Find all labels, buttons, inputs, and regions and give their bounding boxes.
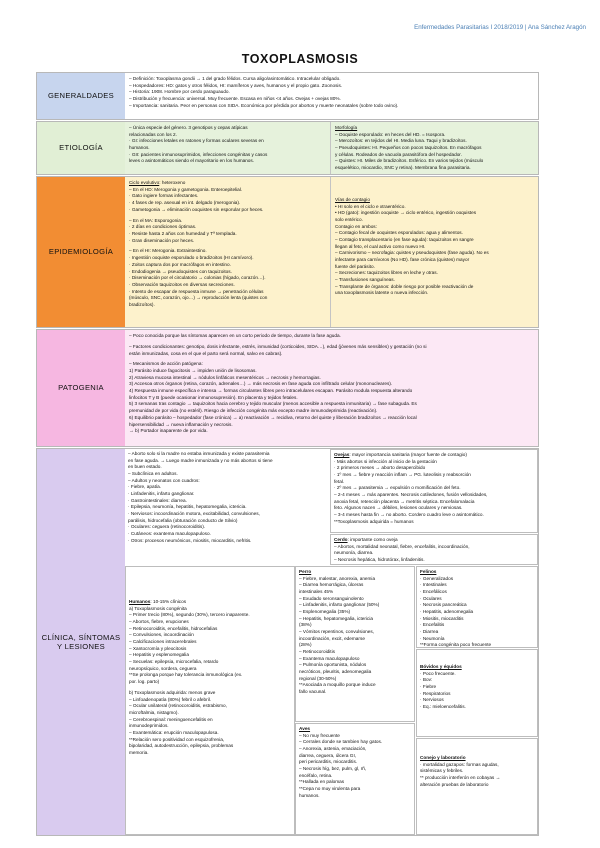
section-patogenia	[36, 329, 539, 447]
text-line: · 4 fases de rep. asexual en int. delgado (merogonia).	[129, 200, 241, 206]
ovejas-list	[334, 459, 534, 526]
text-line: · GII: pacientes inmunosuprimidos, infecciones congénitas y casos	[129, 151, 268, 157]
text-line: · 2 días en condiciones óptimas.	[129, 224, 197, 230]
ciclo-heading-rest: : heteroxeno	[159, 180, 186, 185]
text-line: b) Toxoplasmosis adquirida: menos grave	[129, 689, 216, 695]
ovejas-heading-rest: : mayor importancia sanitaria (mayor fuente de contagio)	[349, 452, 467, 457]
epidemiologia-right	[330, 177, 538, 327]
humanos-list	[129, 606, 291, 757]
text-line: inmunodeprimidos.	[129, 723, 169, 729]
text-line: – Historia: 1908. Hombre por cerdo paraguaudo.	[129, 89, 230, 95]
text-line: · Encefalitis	[420, 622, 445, 628]
text-line: · Eq.: mieloencefalitis.	[420, 704, 466, 710]
morfologia-heading: Morfología	[335, 125, 358, 130]
text-line: · Ingestión ooquiste esporulado o bradizoitos (HI carnívoro).	[129, 255, 254, 261]
conejo-heading: Conejo y laboratorio	[420, 755, 466, 760]
section-etiologia	[36, 121, 539, 175]
text-line: – Cerebroespinal: meningoencefalitis en	[129, 716, 213, 722]
text-line: necróticos, pleuritis, adenomegalia	[299, 669, 372, 675]
text-line: – Xantocromía y pleocitosis	[129, 645, 187, 651]
section-label-generalidades: GENERALDADES	[37, 73, 125, 119]
text-line: · Linfadenitis, infarto ganglionar.	[128, 491, 195, 497]
text-line: · Epilepsia, neumonía, hepatitis, hepatomegalia, ictericia.	[128, 504, 247, 510]
text-line: · Zoitos captura dos por macrófagos en intestino.	[129, 261, 231, 267]
section-clinica	[36, 448, 539, 836]
text-line: – Necrosis híg, bez, pulm, gl, rñ,	[299, 766, 367, 772]
text-line: · GI: infecciones letales en ratones y formas oculares severas en	[129, 138, 264, 144]
text-line: esquelético, miocardio, SNC y retina). Membrana fina parasitaria.	[335, 165, 471, 171]
text-line: · Oculares: ceguera (retinocoroiditis).	[128, 524, 206, 530]
text-line: · Necrosis pancreática	[420, 602, 467, 608]
text-line: · Hepatitis, adenomegalia	[420, 609, 474, 615]
text-line: humanos.	[129, 145, 150, 151]
text-line: están inmunizadas, cosa en el que el parto será normal, salvo en cabras).	[129, 350, 283, 356]
felinos-box	[416, 566, 538, 648]
text-line: – Convulsiones, incoordinación	[129, 632, 194, 638]
section-content-etiologia	[125, 122, 538, 174]
felinos-list	[420, 576, 534, 648]
morfologia-list	[335, 132, 534, 172]
ovejas-heading: Ovejas	[334, 452, 350, 457]
text-line: – Aborto solo si la madre no estaba inmunizada y existe parasitemia	[128, 451, 270, 456]
text-line: · Fiebre	[420, 684, 437, 690]
section-generalidades	[36, 72, 539, 120]
text-line: bipolaridad, autodestrucción, epilepsia, problemas	[129, 743, 234, 749]
text-line: solo entérico.	[335, 217, 363, 223]
text-line: humanos.	[299, 792, 320, 798]
cerdo-heading: Cerdo	[334, 537, 348, 542]
text-line: – Pulmonía oportunista, nódulos	[299, 662, 367, 668]
text-line: (28%)	[299, 642, 312, 648]
section-epidemiologia	[36, 176, 539, 328]
text-line: llegan al feto, el cual activo como nuevo HI.	[335, 243, 426, 249]
text-line: – Hepatitis y esplenomegalia	[129, 652, 189, 658]
text-line: Contagio en ambos:	[335, 223, 377, 229]
text-line: leves o asintomáticos siendo el mayoritario en los humanos.	[129, 158, 255, 164]
clinica-general-list	[128, 451, 327, 544]
text-line: · 1º mes → fiebre y reacción inflam → PG. luteolisis y reabsorción	[334, 472, 471, 478]
text-line: · Resiste hasta 2 años con humedad y Tª templada.	[129, 230, 237, 236]
patogenia-text	[125, 330, 538, 438]
text-line: memoria.	[129, 750, 149, 755]
text-line: linfocitos T y B (puede ocasionar inmunosupresión). En placenta y tejidos fetales.	[129, 394, 298, 400]
text-line: en fase aguda. → Luego madre inmunizada y no más abortos si tiene	[128, 457, 273, 463]
text-line: • HI solo en el ciclo e xtraentérico.	[335, 203, 406, 209]
text-line: – Adultos y neonatos con cuadros:	[128, 477, 200, 483]
text-line: · Diarrea	[420, 629, 439, 635]
text-line: fetal.	[334, 478, 345, 484]
text-line: intestinales 45%	[299, 589, 334, 595]
text-line: – Calcificaciones intracerebrales	[129, 639, 197, 645]
text-line: fuente del parásito.	[335, 263, 375, 269]
text-line: ** producción interferón en cobayas →	[420, 775, 501, 781]
text-line: 2) Atraviesa mucosa intestinal → nódulos linfáticos mesentéricos → necrosis y hemorragias.	[129, 374, 321, 380]
text-line: **Forma congénita poco frecuente	[420, 642, 492, 648]
text-line: · Gato ingiere formas infectantes.	[129, 193, 199, 199]
text-line: – Secreciones: taquizoitos libres en leche y otras.	[335, 270, 438, 276]
text-line: una toxoplasmosis latente o nueva infección.	[335, 290, 429, 296]
text-line: · Endodiogenia → pseudoquistes con taquizoitos.	[129, 268, 232, 274]
text-line: – Transfusiones sanguíneas.	[335, 277, 395, 283]
text-line: – Quistes: HI. Miles de bradizoítos. Esférico. En varios tejidos (músculo	[335, 158, 484, 164]
text-line: – Hospedadores: HD: gatos y otros félidos, HI: mamíferos y aves, humanos y el propio gato. Zoonosis.	[129, 82, 343, 88]
text-line: **Toxoplasmosis adquirida = humanos	[334, 518, 414, 524]
page-title: TOXOPLASMOSIS	[241, 52, 359, 66]
text-line: – Ocular unilateral (retinocoroiditis, estrabismo,	[129, 703, 227, 709]
text-line: · Respiratorios	[420, 690, 451, 696]
text-line: 4) Respuesta inmune específica e intensa → formas circulantes libres pero intracelulares escapan. Parásito modula respuesta alterando	[129, 388, 413, 394]
text-line: • HD (gato): ingestión ooquiste → ciclo entérico, ingestión ooquistes	[335, 210, 477, 216]
running-header: Enfermedades Parasitarias I 2018/2019 | Ana Sánchez Aragón	[414, 24, 586, 31]
section-content-clinica	[125, 449, 538, 835]
text-line: – Exantema maculopapuloso	[299, 655, 360, 661]
text-line: a) Toxoplasmosis congénita	[129, 605, 187, 611]
conejo-box	[416, 738, 538, 835]
text-line: 5) 3 semanas tras contagio → taquizoitos hacia cerebro y tejido muscular (menos accesible a respuesta inmunitaria) → fase subaguda. Es	[129, 401, 417, 407]
text-line: · Gran diseminación por heces.	[129, 237, 195, 243]
ciclo-heading: Ciclo evolutivo	[129, 180, 160, 185]
text-line: · Gastrointestinales: diarrea.	[128, 497, 187, 503]
text-line: – Retinocoroiditis, encefalitis, hidrocefalias	[129, 625, 218, 631]
bovidos-heading: Bóvidos y équidos	[420, 664, 462, 669]
text-line: – Ooquiste esporulado: en heces del HD. = Isospora.	[335, 131, 446, 137]
text-line: – Distribución y frecuencia: universal. Muy frecuente. Escasa en niños <4 años. Ovejas + ovejas 80%.	[129, 96, 341, 102]
cerdo-box	[330, 534, 538, 565]
text-line: · mortalidad gazapos: formas agudas,	[420, 761, 499, 767]
text-line: 1) Parásito induce fagocitosis → impiden unión de lisosomas.	[129, 368, 257, 374]
text-line: peri pericarditis, miocarditis.	[299, 759, 358, 765]
text-line: neumonía, diarrea.	[334, 550, 374, 556]
generalidades-text	[125, 73, 538, 112]
text-line: – Pseudoquistes: HI. Pequeños con pocos taquizoítos. En macrófagos	[335, 145, 482, 151]
text-line: – Poco conocida porque las síntomas aparecen en un corto periodo de tiempo, durante la fase aguda.	[129, 333, 341, 338]
text-line: – Factores condicionantes: genotipo, dosis infectante, estrés, inmunidad (corticoides, SIDA…), edad (jóvenes más sensibles) y gestación (no si	[129, 343, 427, 349]
text-line: 3) Accesoa otros órganos (retina, corazón, adrenales…) → más necrosis en fase aguda con infiltrado celular (mononucleares).	[129, 381, 393, 387]
section-content-epidemiologia	[125, 177, 538, 327]
text-line: · Bov:	[420, 677, 433, 683]
text-line: – Necrosis hepática, hidrotórax, linfadenitis.	[334, 557, 425, 563]
text-line: – En el HD: Merogonia y gametogonia. Enteroepitelial.	[129, 186, 243, 192]
text-line: **Relación sero positividad con esquizofrenia,	[129, 736, 225, 742]
text-line: – Retinocoroiditis	[299, 649, 335, 655]
bovidos-list	[420, 671, 534, 711]
text-line: infectante para carnívoros (No HD). fase crónica (quistes) mayor	[335, 257, 470, 263]
text-line: fallo vacunal.	[299, 689, 327, 695]
text-line: · Generalizados	[420, 575, 454, 581]
text-line: · Gametogonia → eliminación ooquistes sin esporular por heces.	[129, 206, 264, 212]
text-line: – Linfoadenopatía (80%) febril o afebril.	[129, 696, 212, 702]
cerdo-heading-rest: : importante como oveja	[347, 537, 398, 542]
text-line: · Nerviosos: incoordinación motora, excitabilidad, convulsiones,	[128, 511, 260, 517]
text-line: – Exantemática: erupción maculopapulosa.	[129, 729, 219, 735]
text-line: – Cerrales donde se tambien hay gatos.	[299, 739, 383, 745]
aves-box	[295, 723, 415, 835]
text-line: – Definición: Toxoplasma gondii → 1 del grado félidos. Cursa aligo/asintomático. Intracelular obligado.	[129, 76, 341, 81]
perro-box	[295, 566, 415, 722]
text-line: – Transplante de órganos: doble riesgo por posible reactivación de	[335, 283, 474, 289]
text-line: – Contagio transplacentario (en fase aguda): taquizoitos en sangre	[335, 237, 474, 243]
etiologia-left-list	[129, 125, 326, 165]
text-line: · Neumonía	[420, 635, 445, 641]
section-label-patogenia: PATOGENIA	[37, 330, 125, 446]
text-line: encéfalo, retina.	[299, 772, 333, 778]
text-line: anoxia fetal, retención placenta → metritis séptica. Encefalomalacia	[334, 498, 475, 504]
text-line: – Contagio fecal de ooquistes esporulados: agua y alimentos.	[335, 230, 463, 236]
text-line: · Observación taquizoitos en diversas secreciones.	[129, 281, 235, 287]
etiologia-left	[125, 122, 330, 174]
section-content-generalidades	[125, 73, 538, 119]
ciclo-list	[129, 187, 326, 309]
text-line: **Hallada en palomas	[299, 779, 345, 785]
section-content-patogenia	[125, 330, 538, 446]
text-line: · Encefálicos	[420, 589, 447, 595]
text-line: regional (30-50%)	[299, 675, 337, 681]
perro-list	[299, 576, 411, 696]
text-line: microftalmia, nistagmo).	[129, 709, 179, 715]
etiologia-right	[330, 122, 538, 174]
text-line: (músculo, SNC, corazón, ojo…) → reproducción lenta (quistes con	[129, 295, 268, 301]
text-line: · Poco frecuente.	[420, 670, 456, 676]
text-line: sistémicas y febriles.	[420, 768, 464, 774]
text-line: – Carnivorismo – necrofagia: quistes y pseudoquistes (fase aguda). No es	[335, 250, 489, 256]
text-line: bradizoítos).	[129, 301, 155, 307]
vias-heading: Vías de contagio	[335, 197, 370, 202]
text-line: – Primer trecio (80%), segundo (30%), tercero inaparente.	[129, 612, 250, 618]
text-line: **Asociada a moquillo porque induce	[299, 682, 376, 688]
text-line: – 2-4 meses → más aparentes. Necrosis cotiledones, fusión vellosidades,	[334, 492, 488, 498]
epidemiologia-left	[125, 177, 330, 327]
text-line: – Secuelas: epilepsia, microcefalia, retardo	[129, 659, 219, 665]
text-line: · Intento de escapar de respuesta inmune → penetración células	[129, 288, 264, 294]
text-line: – Diarrea hemorrágica, úlceras	[299, 582, 364, 588]
text-line: incoordinación, excit, edemarse	[299, 635, 365, 641]
text-line: parálisis, hidrocefalia (obturación conducto de Silvio)	[128, 517, 238, 523]
text-line: – Fiebre, malestar, anorexia, anemia	[299, 575, 376, 581]
vias-list	[335, 204, 534, 297]
text-line: – Hepatitis, hepatomegalia, ictericia	[299, 615, 373, 621]
text-line: 6) Equilibrio parásito – hospedador (fase crónica) → a) reactivación → recidiva, retorno del quiste y liberación bradizoítos → reacción local	[129, 414, 417, 420]
text-line: – Merozoítos: en tejidos del HI. Media luna. Taqui y bradizoítos.	[335, 138, 467, 144]
text-line: en buen estado.	[128, 464, 162, 470]
text-line: – En el MA: Esporogonia.	[129, 217, 183, 223]
humanos-heading: Humanos	[129, 599, 151, 604]
conejo-list	[420, 762, 534, 789]
text-line: alteración pruebas de laboratorio	[420, 781, 489, 787]
text-line: – Abortos, mortalidad neonatal, fiebre, encefalitis, incoordinación,	[334, 543, 470, 549]
text-line: · Otros: procesos neumónicos, miositis, miocarditis, nefritis.	[128, 537, 252, 543]
section-label-etiologia: ETIOLOGÍA	[37, 122, 125, 174]
text-line: – Abortos, fiebre, erupciones	[129, 619, 189, 625]
text-line: premunidad de por vida (no estéril). Riesgo de infección congénita más excepto madre inmunodeprimida (reactivación).	[129, 408, 378, 414]
text-line: relacionadas con los 2.	[129, 131, 177, 137]
text-line: – En el HI: Merogonia. Extraintestino.	[129, 248, 207, 254]
text-line: **Cepa no muy virulenta para	[299, 786, 361, 792]
text-line: → b) Portador inaparente de por vida.	[129, 428, 208, 434]
felinos-heading: Felinos	[420, 569, 437, 574]
text-line: · Cutáneos: exantema maculopapuloso.	[128, 531, 211, 537]
text-line: neuropsíquico, sordera, ceguera	[129, 665, 197, 671]
section-label-epidemiologia: EPIDEMIOLOGÍA	[37, 177, 125, 327]
text-line: – Vómitos repentinos, convulsiones,	[299, 629, 375, 635]
text-line: · Miositis, miocarditis	[420, 615, 464, 621]
text-line: · 2º mes → parasitemia → expulsión o momificación del feto.	[334, 485, 461, 491]
aves-list	[299, 733, 411, 800]
text-line: – Única especie del género. 3 genotipos y cepas atípicas	[129, 125, 248, 130]
text-line: – Linfadenitis, infarto ganglionar (50%)	[299, 602, 380, 608]
text-line: – Mecanismos de acción patógena:	[129, 361, 203, 367]
text-line: por. log. parto)	[129, 679, 160, 685]
text-line: · Nerviosos	[420, 697, 444, 703]
text-line: y células. Rodeados de vacuola parasitófora del hospedador.	[335, 151, 462, 157]
text-line: **Se prolonga porque hay tolerancia inmunológica (ex.	[129, 672, 243, 678]
text-line: – Importancia: sanitaria. Peor en personas con SIDA. Económica por pérdida por abortos y muerte neonatales (sobre todo ovino).	[129, 102, 399, 108]
text-line: · Intestinales	[420, 582, 447, 588]
text-line: · Diseminación por el circulatorio → colonias (hígado, corazón…).	[129, 275, 266, 281]
text-line: – Esplenomegalia (35%)	[299, 609, 351, 615]
text-line: feto. Algunos nacen → débiles, lesiones oculares y nerviosas.	[334, 505, 463, 511]
humanos-box	[125, 566, 295, 835]
text-line: · Más abortos si infección al inicio de la gestación	[334, 458, 437, 464]
bovidos-box	[416, 649, 538, 737]
ovejas-box	[330, 449, 538, 533]
text-line: (38%)	[299, 622, 312, 628]
text-line: · Oculares	[420, 595, 442, 601]
text-line: hipersensibilidad → nueva inflamación y necrosis.	[129, 421, 233, 427]
section-label-clinica: CLÍNICA, SÍNTOMAS Y LESIONES	[37, 449, 125, 835]
text-line: – Exudado seronsanguinolento	[299, 595, 364, 601]
text-line: – No muy frecuente	[299, 732, 340, 738]
text-line: · 2 primeros meses → aborto desapercibido	[334, 465, 426, 471]
text-line: – Anorexia, astenia, emaciación,	[299, 746, 367, 752]
text-line: · Fiebre, apatía.	[128, 484, 162, 490]
perro-heading: Perro	[299, 569, 312, 574]
text-line: – Subclínica en adultos.	[128, 471, 178, 477]
aves-heading: Aves	[299, 726, 311, 731]
text-line: – 3-4 meses hasta fin → no aborto. Cordero cuadro leve o asintomático.	[334, 512, 484, 518]
humanos-heading-rest: : 10-15% clínicos	[150, 599, 187, 604]
text-line: diarrea, ceguera, úlcera GI,	[299, 752, 357, 758]
cerdo-list	[334, 544, 534, 564]
clinica-general	[125, 449, 330, 565]
